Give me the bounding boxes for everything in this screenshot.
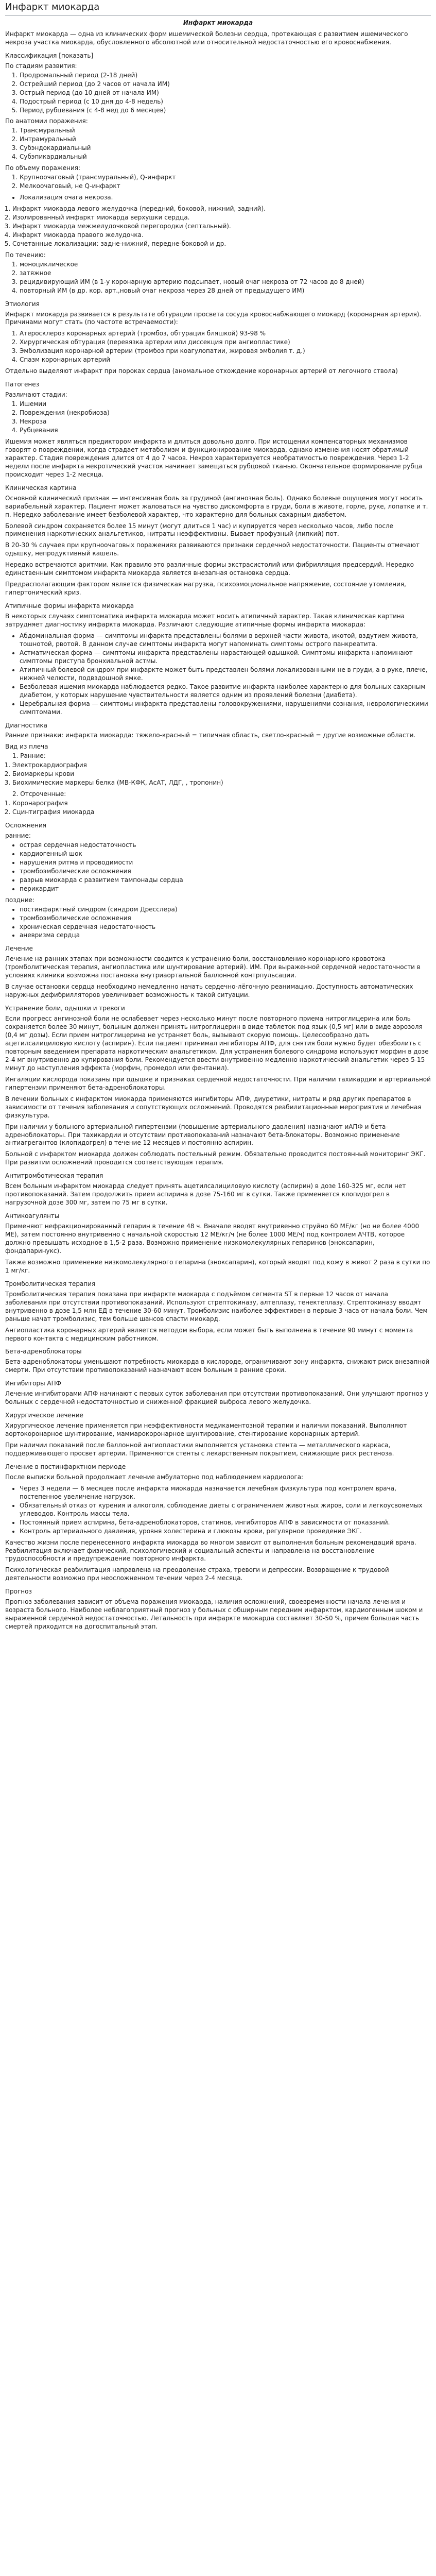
paragraph: При наличии у больного артериальной гипертензии (повышение артериального давления) назначают иАПФ и бета-адреноблокаторы. При тахикардии и отсутствии противопоказаний назначают бета-блокаторы. Возможно применение антиагрегантов (клопидогрел) в течение 12 месяцев и постоянно аспирин. xyxy=(5,1123,400,1147)
list-item: 1. Атеросклероз коронарных артерий (тромбоз, обтурация бляшкой) 93-98 % xyxy=(20,330,431,338)
list-item: • нарушения ритма и проводимости xyxy=(20,859,431,867)
list-item: • разрыв миокарда с развитием тампонады сердца xyxy=(20,876,431,885)
list-item: • Через 3 недели — 6 месяцев после инфаркта миокарда назначается лечебная физкультура под контролем врача, постепенное увеличение нагрузок. xyxy=(20,1485,431,1501)
paragraph: Инфаркт миокарда развивается в результате обтурации просвета сосуда кровоснабжающего миокард (коронарная артерия). Причинами могут стать (по частоте встречаемости): xyxy=(5,310,422,326)
late-title: поздние: xyxy=(5,896,34,904)
main-methods-list xyxy=(5,761,431,787)
list-item: 2. Интрамуральный xyxy=(20,135,431,144)
early-title: ранние: xyxy=(5,832,31,839)
treatment-title: Лечение xyxy=(5,945,33,953)
list-item: • Безболевая ишемия миокарда наблюдается редко. Такое развитие инфаркта наиболее характерно для больных сахарным диабетом, у которых нарушение чувствительности является одним из проявлений болезни (диабета). xyxy=(20,683,431,700)
list-item: 4. Спазм коронарных артерий xyxy=(20,356,431,364)
list-item: 1. Трансмуральный xyxy=(20,127,431,135)
diagnostics-title: Диагностика xyxy=(5,721,48,729)
subsection-title: Бета-адреноблокаторы xyxy=(5,1348,82,1355)
pathogenesis-list xyxy=(5,400,431,435)
paragraph: Ангиопластика коронарных артерий является методом выбора, если может быть выполнена в течение 90 минут с момента первого контакта с медицинским работником. xyxy=(5,1326,413,1342)
late-list xyxy=(5,906,431,940)
list-item: 5. Период рубцевания (с 4-8 нед до 6 месяцев) xyxy=(20,107,431,115)
paragraph: Также возможно применение низкомолекулярного гепарина (эноксапарин), который вводят под кожу в живот 2 раза в сутки по 1 мг/кг. xyxy=(5,1258,430,1274)
list-item: 2. Мелкоочаговый, не Q-инфаркт xyxy=(20,182,431,191)
prognosis-title: Прогноз xyxy=(5,1588,32,1596)
list-item: • хроническая сердечная недостаточность xyxy=(20,923,431,931)
subsection-title: Антитромботическая терапия xyxy=(5,1172,103,1180)
clinic-title: Клиническая картина xyxy=(5,484,77,492)
subsection-title: Антикоагулянты xyxy=(5,1212,60,1220)
list-item: 1. Продромальный период (2-18 дней) xyxy=(20,72,431,80)
rehab-list xyxy=(5,1485,431,1536)
list-item: • Локализация очага некроза. xyxy=(20,194,431,202)
list-item: • Церебральная форма — симптомы инфаркта представлены головокружениями, нарушениями сознания, неврологическими симптомами. xyxy=(20,700,431,717)
subsection-title: Тромболитическая терапия xyxy=(5,1280,96,1287)
list-item: • аневризма сердца xyxy=(20,931,431,940)
list-item: • Обязательный отказ от курения и алкоголя, соблюдение диеты с ограничением животных жиров, соли и легкоусвояемых углеводов. Контроль массы тела. xyxy=(20,1502,431,1518)
etiology-list xyxy=(5,330,431,364)
list-item: 3. Субэндокардиальный xyxy=(20,144,431,152)
paragraph: Психологическая реабилитация направлена на преодоление страха, тревоги и депрессии. Возвращение к трудовой деятельности возможно при неосложненном течении через 2-4 месяца. xyxy=(5,1566,389,1582)
list-item: 2. Биомаркеры крови xyxy=(12,770,431,778)
list-item: 1. моноциклическое xyxy=(20,261,431,269)
list-item: • острая сердечная недостаточность xyxy=(20,841,431,850)
list-item: 2. Повреждения (некробиоза) xyxy=(20,409,431,417)
paragraph: Предрасполагающим фактором является физическая нагрузка, психоэмоциональное напряжение, состояние утомления, гипертонический криз. xyxy=(5,581,406,597)
list-item: 2. Сцинтиграфия миокарда xyxy=(12,808,431,817)
list-item: 3. Некроза xyxy=(20,418,431,426)
paragraph: Применяют нефракционированный гепарин в течение 48 ч. Вначале вводят внутривенно струйно 60 МЕ/кг (но не более 4000 МЕ), затем постоянно внутривенно с начальной скоростью 12 МЕ/кг/ч (не более 1000 МЕ/ч) под контролем АЧТВ, которое должно превышать исходное в 1,5-2 раза. Возможно применение низкомолекулярных гепаринов (эноксапарин, фондапаринукс). xyxy=(5,1223,420,1255)
list-item: • постинфарктный синдром (синдром Дресслера) xyxy=(20,906,431,914)
methods-title: Вид из плеча xyxy=(5,743,48,751)
list-item: 4. Субэпикардиальный xyxy=(20,153,431,161)
paragraph: Больной с инфарктом миокарда должен соблюдать постельный режим. Обязательно проводится постоянный мониторинг ЭКГ. При развитии осложнений проводится соответствующая терапия. xyxy=(5,1150,426,1166)
stages-list xyxy=(5,72,431,115)
localization-list xyxy=(5,194,431,202)
paragraph: Качество жизни после перенесенного инфаркта миокарда во многом зависит от выполнения больным рекомендаций врача. Реабилитация включает физический, психологический и социальный аспекты и направлена на восстановление трудоспособности и предупреждение повторного инфаркта. xyxy=(5,1538,416,1563)
paragraph: После выписки больной продолжает лечение амбулаторно под наблюдением кардиолога: xyxy=(5,1473,304,1481)
list-item: 2. затяжное xyxy=(20,269,431,278)
paragraph: Лечение ингибиторами АПФ начинают с первых суток заболевания при отсутствии противопоказаний. Они улучшают прогноз у больных с сердечной недостаточностью и сниженной фракцией выброса левого желудочка. xyxy=(5,1390,429,1406)
list-item: 1. Инфаркт миокарда левого желудочка (передний, боковой, нижний, задний). xyxy=(12,205,431,213)
paragraph: При наличии показаний после баллонной ангиопластики выполняется установка стента — металлического каркаса, поддерживающего просвет артерии. Применяются стенты с лекарственным покрытием, снижающие риск рестеноза. xyxy=(5,1442,394,1457)
subsection-title: Лечение в постинфарктном периоде xyxy=(5,1463,126,1470)
list-item: 1. Ишемии xyxy=(20,400,431,409)
list-item: 3. рецидивирующий ИМ (в 1-у коронарную артерию подсыпает, новый очаг некроза от 72 часов до 8 дней) xyxy=(20,278,431,286)
subsection-title: Хирургическое лечение xyxy=(5,1412,83,1419)
main-methods-title: 1. Ранние: xyxy=(12,752,46,760)
list-item: • тромбоэмболические осложнения xyxy=(20,914,431,923)
localization-sublist xyxy=(5,205,431,248)
list-item: • тромбоэмболические осложнения xyxy=(20,868,431,876)
paragraph: Болевой синдром сохраняется более 15 минут (могут длиться 1 час) и купируется через несколько часов, либо после применения наркотических анальгетиков, нитраты неэффективны. Бывает профузный (липкий) пот. xyxy=(5,522,394,538)
paragraph: В лечении больных с инфарктом миокарда применяются ингибиторы АПФ, диуретики, нитраты и ряд других препаратов в зависимости от течения заболевания и сопутствующих осложнений. Проводятся реабилитационные мероприятия и лечебная физкультура. xyxy=(5,1095,422,1119)
list-item: 5. Сочетанные локализации: задне-нижний, передне-боковой и др. xyxy=(12,240,431,248)
list-item: • Постоянный прием аспирина, бета-адреноблокаторов, статинов, ингибиторов АПФ в зависимости от показаний. xyxy=(20,1519,431,1527)
anatomy-list xyxy=(5,127,431,161)
etiology-title: Этиология xyxy=(5,300,40,308)
list-item: 4. повторный ИМ (в др. кор. арт.,новый очаг некроза через 28 дней от предыдущего ИМ) xyxy=(20,287,431,295)
stages-title: По стадиям развития: xyxy=(5,62,77,70)
paragraph: Лечение на ранних этапах при возможности сводится к устранению боли, восстановлению коронарного кровотока (тромболитическая терапия, ангиопластика или шунтирование артерий). ИМ. При выраженной сердечной недостаточности в условиях клиники возможна постановка внутриаортальной баллонной контрпульсации. xyxy=(5,955,421,979)
list-item: 3. Биохимические маркеры белка (МВ-КФК, АсАТ, ЛДГ, , тропонин) xyxy=(12,779,431,787)
paragraph: Ранние признаки: инфаркта миокарда: тяжело-красный = типичная область, светло-красный = другие возможные области. xyxy=(5,732,416,739)
paragraph: Если прогресс ангинозной боли не ослабевает через несколько минут после повторного приема нитроглицерина или боль сохраняется более 30 минут, больным должен принять нитроглицерин в виде таблеток под язык (0,5 мг) или в виде аэрозоля (0,4 мг дозы). Если прием нитроглицерина не устраняет боль, вызывают скорую помощь. Целесообразно дать ацетилсалициловую кислоту (аспирин). Если пациент принимал ингибиторы АПФ, для снятия боли нужно будет обезболить с повторным введением препарата наркотическим анальгетиком. Для устранения болевого синдрома используют морфин в дозе 2-4 мг внутривенно до купирования боли. Рекомендуется ввести внутривенно медленно наркотический анальгетик через 5-15 минут до наступления эффекта (морфин, промедол или фентанил). xyxy=(5,1015,429,1072)
paragraph: Ингаляции кислорода показаны при одышке и признаках сердечной недостаточности. При наличии тахикардии и артериальной гипертензии применяют бета-адреноблокаторы. xyxy=(5,1075,431,1091)
anatomy-title: По анатомии поражения: xyxy=(5,117,88,125)
volume-list xyxy=(5,174,431,191)
paragraph: Прогноз заболевания зависит от объема поражения миокарда, наличия осложнений, своевременности начала лечения и возраста больного. Наиболее неблагоприятный прогноз у больных с обширным передним инфарктом, кардиогенным шоком и выраженной сердечной недостаточностью. Летальность при инфаркте миокарда составляет 30-50 %, причем большая часть смертей приходится на догоспитальный этап. xyxy=(5,1598,423,1631)
paragraph: В некоторых случаях симптоматика инфаркта миокарда может носить атипичный характер. Такая клиническая картина затрудняет диагностику инфаркта миокарда. Различают следующие атипичные формы инфаркта миокарда: xyxy=(5,613,405,629)
paragraph: В случае остановки сердца необходимо немедленно начать сердечно-лёгочную реанимацию. Доступность автоматических наружных дефибрилляторов увеличивает возможность к такой ситуации. xyxy=(5,983,413,999)
paragraph: Тромболитическая терапия показана при инфаркте миокарда с подъёмом сегмента ST в первые 12 часов от начала заболевания при отсутствии противопоказаний. Используют стрептокиназу, алтеплазу, тенектеплазу. Стрептокиназу вводят внутривенно в дозе 1,5 млн ЕД в течение 30-60 минут. Тромболизис наиболее эффективен в первые 3 часа от начала боли. Чем раньше начат тромболизис, тем больше шансов спасти миокард. xyxy=(5,1290,428,1323)
page-title: Инфаркт миокарда xyxy=(5,1,431,16)
article-heading: Инфаркт миокарда xyxy=(183,19,253,26)
paragraph: Отдельно выделяют инфаркт при пороках сердца (аномальное отхождение коронарных артерий от легочного ствола) xyxy=(5,367,398,375)
list-item: 2. Хирургическая обтурация (перевязка артерии или диссекция при ангиопластике) xyxy=(20,338,431,347)
list-item: 3. Острый период (до 10 дней от начала ИМ) xyxy=(20,89,431,97)
course-list xyxy=(5,261,431,295)
intro-paragraph: Инфаркт миокарда — одна из клинических форм ишемической болезни сердца, протекающая с развитием ишемического некроза участка миокарда, обусловленного абсолютной или относительной недостаточностью его кровоснабжения. xyxy=(5,30,408,46)
list-item: 1. Крупноочаговый (трансмуральный), Q-инфаркт xyxy=(20,174,431,182)
list-item: 3. Эмболизация коронарной артерии (тромбоз при коагулопатии, жировая эмболия т. д.) xyxy=(20,347,431,355)
list-item: • Атипичный болевой синдром при инфаркте может быть представлен болями локализованными не в груди, а в руке, плече, нижней челюсти, подвздошной ямке. xyxy=(20,666,431,683)
list-item: 4. Рубцевания xyxy=(20,427,431,435)
paragraph: Бета-адреноблокаторы уменьшают потребность миокарда в кислороде, ограничивают зону инфаркта, снижают риск внезапной смерти. При отсутствии противопоказаний назначают всем больным в ранние сроки. xyxy=(5,1358,430,1374)
paragraph: Основной клинический признак — интенсивная боль за грудиной (ангинозная боль). Однако болевые ощущения могут носить вариабельный характер. Пациент может жаловаться на чувство дискомфорта в груди, боли в животе, горле, руке, лопатке и т. п. Нередко заболевание имеет безболевой характер, что характерно для больных сахарным диабетом. xyxy=(5,494,428,518)
other-methods-list xyxy=(5,800,431,817)
subsection-title: Устранение боли, одышки и тревоги xyxy=(5,1005,125,1012)
other-methods-title: 2. Отсроченные: xyxy=(12,790,66,798)
volume-title: По объему поражения: xyxy=(5,164,81,172)
list-item: 4. Инфаркт миокарда правого желудочка. xyxy=(12,231,431,240)
list-item: • Контроль артериального давления, уровня холестерина и глюкозы крови, регулярное проведение ЭКГ. xyxy=(20,1528,431,1536)
paragraph: Хирургическое лечение применяется при неэффективности медикаментозной терапии и наличии показаний. Выполняют аортокоронарное шунтирование, маммарокоронарное шунтирование, стентирование коронарных артерий. xyxy=(5,1422,407,1438)
atypical-list xyxy=(5,632,431,717)
atypical-title: Атипичные формы инфаркта миокарда xyxy=(5,602,134,610)
complications-title: Осложнения xyxy=(5,822,46,829)
pathogenesis-stages-title: Различают стадии: xyxy=(5,391,67,399)
course-title: По течению: xyxy=(5,251,46,259)
pathogenesis-title: Патогенез xyxy=(5,381,40,388)
list-item: 3. Инфаркт миокарда межжелудочковой перегородки (септальный). xyxy=(12,223,431,231)
list-item: 1. Коронарография xyxy=(12,800,431,808)
list-item: • кардиогенный шок xyxy=(20,850,431,858)
paragraph: Нередко встречаются аритмии. Как правило это различные формы экстрасистолий или фибрилляция предсердий. Нередко единственным симптомом инфаркта миокарда является внезапная остановка сердца. xyxy=(5,561,414,577)
list-item: 1. Электрокардиография xyxy=(12,761,431,770)
early-list xyxy=(5,841,431,893)
list-item: • Астматическая форма — симптомы инфаркта представлены нарастающей одышкой. Симптомы инфаркта напоминают симптомы приступа бронхиальной астмы. xyxy=(20,649,431,666)
list-item: • Абдоминальная форма — симптомы инфаркта представлены болями в верхней части живота, икотой, вздутием живота, тошнотой, рвотой. В данном случае симптомы инфаркта могут напоминать симптомы острого панкреатита. xyxy=(20,632,431,649)
subsection-title: Ингибиторы АПФ xyxy=(5,1380,61,1387)
classification-title[interactable]: Классификация [показать] xyxy=(5,52,94,59)
list-item: • перикардит xyxy=(20,885,431,893)
paragraph: В 20-30 % случаев при крупноочаговых поражениях развиваются признаки сердечной недостаточности. Пациенты отмечают одышку, непродуктивный кашель. xyxy=(5,541,420,557)
list-item: 2. Изолированный инфаркт миокарда верхушки сердца. xyxy=(12,214,431,222)
list-item: 2. Острейший период (до 2 часов от начала ИМ) xyxy=(20,80,431,89)
paragraph: Всем больным инфарктом миокарда следует принять ацетилсалициловую кислоту (аспирин) в дозе 160-325 мг, если нет противопоказаний. Затем продолжить прием аспирина в дозе 75-160 мг в сутки. Также применяется клопидогрел в нагрузочной дозе 300 мг, затем по 75 мг в сутки. xyxy=(5,1182,406,1207)
paragraph: Ишемия может являться предиктором инфаркта и длиться довольно долго. При истощении компенсаторных механизмов говорят о повреждении, когда страдает метаболизм и функционирование миокарда, однако изменения носят обратимый характер. Стадия повреждения длится от 4 до 7 часов. Некроз характеризуется необратимостью повреждения. Через 1-2 недели после инфаркта некротический участок начинает замещаться рубцовой тканью. Окончательное формирование рубца происходит через 1-2 месяца. xyxy=(5,437,423,478)
list-item: 4. Подострый период (с 10 дня до 4-8 недель) xyxy=(20,98,431,106)
